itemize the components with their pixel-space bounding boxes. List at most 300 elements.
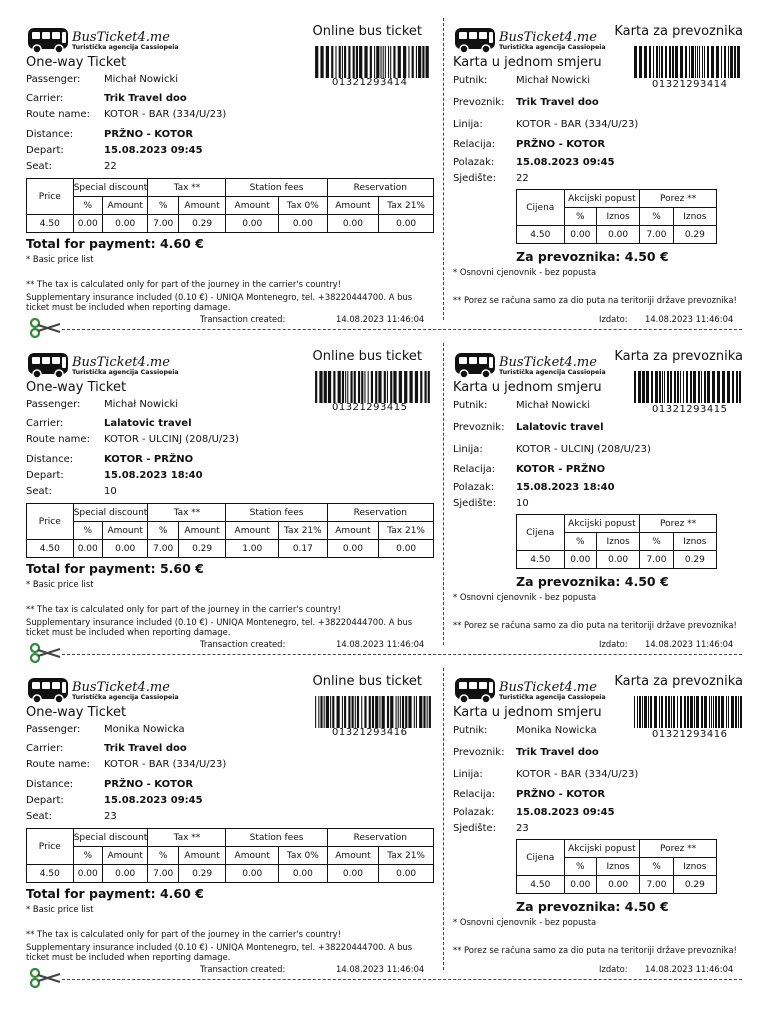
- barcode-icon: [633, 696, 743, 728]
- barcode-bar: [424, 371, 426, 403]
- carrier-label: Prevoznik:: [453, 422, 505, 433]
- total-payment: [26, 886, 204, 901]
- ticket-kind: Online bus ticket: [312, 24, 422, 39]
- barcode-bar: [387, 371, 388, 403]
- carrier-label: Carrier:: [26, 93, 64, 104]
- depart-label: Polazak:: [453, 157, 495, 168]
- barcode-bar: [420, 371, 422, 403]
- tax-amount-cell: 0.29: [673, 876, 716, 894]
- ticket-type: One-way Ticket: [26, 55, 127, 70]
- carrier-total-label: Za prevoznika:: [516, 899, 621, 914]
- barcode-bar: [427, 696, 428, 728]
- barcode-bar: [732, 371, 734, 403]
- transaction-created-value: 14.08.2023 11:46:04: [336, 639, 425, 649]
- barcode-bar: [319, 371, 322, 403]
- distance-label: Distance:: [26, 129, 74, 140]
- barcode-bar: [722, 371, 725, 403]
- barcode-bar: [696, 696, 699, 728]
- discount-pct-cell: 0.00: [564, 226, 596, 244]
- barcode-bar: [687, 696, 689, 728]
- route-value: KOTOR - BAR (334/U/23): [516, 119, 639, 130]
- barcode-bar: [344, 696, 346, 728]
- barcode-bar: [357, 696, 359, 728]
- barcode-bar: [375, 696, 378, 728]
- barcode-number: 01321293414: [652, 79, 728, 90]
- barcode-bar: [404, 371, 407, 403]
- barcode-bar: [381, 46, 382, 78]
- barcode-bar: [707, 46, 709, 78]
- total-label: Total for payment:: [26, 886, 156, 901]
- tax-header: Tax **: [148, 504, 226, 522]
- barcode-bar: [422, 46, 424, 78]
- barcode-bar: [721, 46, 722, 78]
- tax-note: ** The tax is calculated only for part of the journey in the carrier's country!: [26, 929, 341, 939]
- barcode-bar: [727, 371, 730, 403]
- barcode-bar: [698, 371, 700, 403]
- depart-value: 15.08.2023 18:40: [104, 470, 203, 481]
- barcode-bar: [412, 46, 414, 78]
- seat-value: 22: [104, 161, 117, 172]
- barcode-bar: [370, 46, 372, 78]
- barcode-bar: [671, 696, 672, 728]
- barcode-bar: [704, 371, 706, 403]
- reservation-tax-header: Tax 21%: [379, 197, 434, 215]
- barcode-bar: [358, 371, 360, 403]
- reservation-tax-header: Tax 21%: [379, 522, 434, 540]
- reservation-amount-header: Amount: [327, 522, 379, 540]
- barcode-bar: [375, 371, 377, 403]
- relation-label: Relacija:: [453, 139, 496, 150]
- reservation-tax-header: Tax 21%: [379, 847, 434, 865]
- discount-pct-cell: 0.00: [564, 876, 596, 894]
- barcode-bar: [376, 46, 379, 78]
- route-value: KOTOR - ULCINJ (208/U/23): [516, 444, 651, 455]
- barcode-bar: [416, 696, 417, 728]
- barcode-bar: [686, 371, 688, 403]
- discount-amount-header: Amount: [102, 522, 148, 540]
- barcode-bar: [650, 696, 652, 728]
- ticket-kind: Karta za prevoznika: [614, 349, 743, 364]
- special-discount-header: Special discount: [73, 829, 148, 847]
- barcode-bar: [348, 696, 350, 728]
- bus-logo-icon: [453, 26, 497, 54]
- barcode-bar: [668, 696, 670, 728]
- barcode-bar: [740, 696, 742, 728]
- barcode-bar: [724, 46, 726, 78]
- station-tax-cell: 0.00: [279, 865, 328, 883]
- insurance-note: Supplementary insurance included (0.10 €) - UNIQA Montenegro, tel. +38220444700. A bus ticket must be included when reporting damage.: [26, 292, 413, 312]
- barcode-bar: [736, 371, 738, 403]
- route-value: KOTOR - BAR (334/U/23): [516, 769, 639, 780]
- ticket-type: One-way Ticket: [26, 705, 127, 720]
- barcode-bar: [364, 46, 367, 78]
- tax-amount-cell: 0.29: [178, 865, 226, 883]
- tax-pct-cell: 7.00: [148, 540, 178, 558]
- brand-logo: [26, 351, 186, 381]
- tax-amount-cell: 0.29: [178, 215, 226, 233]
- barcode-bar: [701, 371, 702, 403]
- barcode-bar: [405, 696, 407, 728]
- discount-pct-cell: 0.00: [73, 215, 102, 233]
- barcode-bar: [735, 696, 737, 728]
- station-fees-header: Station fees: [226, 504, 327, 522]
- barcode-bar: [677, 696, 678, 728]
- tax-pct-cell: 7.00: [640, 226, 674, 244]
- tax-amount-cell: 0.29: [673, 226, 716, 244]
- brand-subtitle: Turistička agencija Cassiopeia: [499, 694, 606, 701]
- barcode-bar: [364, 696, 366, 728]
- price-header: Cijena: [517, 190, 565, 226]
- tax-amount-header: Amount: [178, 197, 226, 215]
- barcode-bar: [674, 371, 676, 403]
- tax-amount-header: Iznos: [673, 858, 716, 876]
- discount-amount-header: Iznos: [596, 858, 639, 876]
- seat-value: 10: [516, 498, 529, 509]
- barcode-bar: [717, 371, 720, 403]
- total-payment: [26, 236, 204, 251]
- brand-subtitle: Turistička agencija Cassiopeia: [72, 694, 179, 701]
- barcode-bar: [651, 371, 653, 403]
- barcode-bar: [661, 696, 663, 728]
- vertical-cut-line: [443, 18, 444, 320]
- barcode-bar: [371, 371, 373, 403]
- tax-pct-header: %: [640, 533, 674, 551]
- route-label: Route name:: [26, 759, 90, 770]
- barcode-bar: [730, 46, 733, 78]
- barcode-bar: [320, 46, 323, 78]
- barcode-bar: [315, 46, 318, 78]
- barcode-bar: [415, 371, 418, 403]
- price-table: [26, 503, 434, 558]
- tax-header: Porez **: [640, 190, 717, 208]
- seat-label: Seat:: [26, 161, 52, 172]
- basic-price-note: * Basic price list: [26, 904, 94, 914]
- barcode-bar: [702, 46, 703, 78]
- barcode-bar: [634, 371, 636, 403]
- passenger-label: Putnik:: [453, 400, 488, 411]
- barcode-bar: [662, 371, 663, 403]
- issued-label: Izdato:: [599, 639, 628, 649]
- tax-header: Tax **: [148, 829, 226, 847]
- station-amount-cell: 0.00: [226, 215, 279, 233]
- barcode-bar: [414, 696, 415, 728]
- barcode-bar: [390, 371, 392, 403]
- tax-header: Porez **: [640, 515, 717, 533]
- barcode-bar: [639, 46, 642, 78]
- depart-value: 15.08.2023 09:45: [104, 145, 203, 156]
- barcode-bar: [342, 371, 344, 403]
- barcode-icon: [314, 371, 432, 403]
- distance-value: PRŽNO - KOTOR: [104, 779, 194, 790]
- special-discount-header: Special discount: [73, 504, 148, 522]
- barcode-bar: [331, 46, 333, 78]
- barcode-bar: [409, 371, 412, 403]
- discount-amount-header: Iznos: [596, 208, 639, 226]
- passenger-label: Putnik:: [453, 725, 488, 736]
- ticket-section: [0, 0, 768, 325]
- station-amount-header: Amount: [226, 197, 279, 215]
- barcode-bar: [390, 696, 393, 728]
- carrier-label: Carrier:: [26, 418, 64, 429]
- reservation-amount-header: Amount: [327, 197, 379, 215]
- barcode-bar: [418, 46, 421, 78]
- barcode-bar: [704, 696, 707, 728]
- passenger-value: Michał Nowicki: [516, 400, 591, 411]
- total-label: Total for payment:: [26, 236, 156, 251]
- ticket-kind: Online bus ticket: [312, 674, 422, 689]
- barcode-bar: [716, 46, 719, 78]
- barcode-bar: [352, 696, 354, 728]
- barcode-bar: [339, 46, 341, 78]
- issued-value: 14.08.2023 11:46:04: [645, 314, 734, 324]
- barcode-bar: [677, 371, 679, 403]
- basic-price-note: * Basic price list: [26, 254, 94, 264]
- carrier-ticket: [453, 325, 743, 650]
- brand-subtitle: Turistička agencija Cassiopeia: [72, 44, 179, 51]
- barcode-icon: [314, 46, 432, 78]
- carrier-total-value: 4.50 €: [624, 574, 669, 589]
- barcode-bar: [701, 696, 703, 728]
- price-table: [516, 189, 717, 244]
- barcode-bar: [383, 46, 384, 78]
- barcode-bar: [712, 371, 715, 403]
- barcode-bar: [350, 371, 352, 403]
- tax-pct-header: %: [148, 522, 178, 540]
- barcode-bar: [731, 696, 734, 728]
- passenger-label: Passenger:: [26, 724, 81, 735]
- barcode-bar: [328, 371, 331, 403]
- barcode-bar: [364, 371, 365, 403]
- route-value: KOTOR - BAR (334/U/23): [104, 759, 227, 770]
- carrier-total-label: Za prevoznika:: [516, 574, 621, 589]
- barcode-bar: [315, 371, 317, 403]
- route-value: KOTOR - BAR (334/U/23): [104, 109, 227, 120]
- passenger-label: Passenger:: [26, 399, 81, 410]
- barcode-bar: [387, 696, 389, 728]
- tax-amount-cell: 0.29: [673, 551, 716, 569]
- price-cell: 4.50: [517, 551, 565, 569]
- discount-amount-cell: 0.00: [102, 540, 148, 558]
- ticket-kind: Online bus ticket: [312, 349, 422, 364]
- depart-value: 15.08.2023 09:45: [516, 157, 615, 168]
- horizontal-cut-line: [62, 979, 742, 980]
- carrier-value: Trik Travel doo: [104, 743, 187, 754]
- ticket-type: Karta u jednom smjeru: [453, 705, 602, 720]
- barcode-bar: [684, 696, 686, 728]
- barcode-bar: [393, 46, 395, 78]
- barcode-bar: [738, 696, 739, 728]
- special-discount-header: Akcijski popust: [564, 515, 640, 533]
- seat-label: Sjedište:: [453, 173, 497, 184]
- brand-name: BusTicket4.me: [72, 355, 170, 370]
- barcode-bar: [683, 371, 684, 403]
- total-value: 4.60 €: [159, 886, 204, 901]
- reservation-header: Reservation: [327, 504, 433, 522]
- barcode-bar: [644, 46, 647, 78]
- barcode-bar: [338, 371, 341, 403]
- barcode-bar: [355, 696, 356, 728]
- price-table: [26, 828, 434, 883]
- station-amount-header: Amount: [226, 847, 279, 865]
- carrier-total: [516, 249, 669, 264]
- seat-label: Seat:: [26, 486, 52, 497]
- carrier-value: Trik Travel doo: [516, 97, 599, 108]
- discount-amount-cell: 0.00: [596, 551, 639, 569]
- tax-note: ** Porez se računa samo za dio puta na teritoriji države prevoznika!: [453, 620, 737, 630]
- discount-pct-cell: 0.00: [73, 540, 102, 558]
- seat-label: Sjedište:: [453, 498, 497, 509]
- brand-name: BusTicket4.me: [499, 680, 597, 695]
- ticket-kind: Karta za prevoznika: [614, 24, 743, 39]
- barcode-bar: [344, 46, 346, 78]
- barcode-bar: [642, 696, 643, 728]
- depart-value: 15.08.2023 09:45: [516, 807, 615, 818]
- transaction-created-value: 14.08.2023 11:46:04: [336, 314, 425, 324]
- bus-logo-icon: [26, 26, 70, 54]
- seat-value: 10: [104, 486, 117, 497]
- tax-pct-header: %: [148, 847, 178, 865]
- distance-value: KOTOR - PRŽNO: [104, 454, 194, 465]
- tax-amount-header: Iznos: [673, 533, 716, 551]
- seat-value: 22: [516, 173, 529, 184]
- barcode-bar: [704, 46, 705, 78]
- station-fees-header: Station fees: [226, 829, 327, 847]
- ticket-kind: Karta za prevoznika: [614, 674, 743, 689]
- carrier-ticket: [453, 650, 743, 975]
- brand-subtitle: Turistička agencija Cassiopeia: [72, 369, 179, 376]
- barcode-bar: [398, 46, 401, 78]
- brand-logo: [26, 676, 186, 706]
- barcode-bar: [393, 371, 396, 403]
- barcode-bar: [634, 696, 635, 728]
- station-tax-header: Tax 21%: [279, 522, 328, 540]
- brand-name: BusTicket4.me: [499, 355, 597, 370]
- barcode-bar: [691, 46, 694, 78]
- barcode-bar: [711, 696, 712, 728]
- barcode-bar: [653, 46, 654, 78]
- price-cell: 4.50: [517, 876, 565, 894]
- barcode-bar: [737, 46, 740, 78]
- barcode-bar: [333, 371, 335, 403]
- carrier-total: [516, 899, 669, 914]
- barcode-bar: [661, 46, 663, 78]
- barcode-bar: [361, 696, 362, 728]
- station-fees-header: Station fees: [226, 179, 327, 197]
- barcode-icon: [633, 371, 743, 403]
- tax-pct-header: %: [640, 208, 674, 226]
- tax-pct-cell: 7.00: [640, 876, 674, 894]
- discount-pct-header: %: [73, 522, 102, 540]
- price-cell: 4.50: [517, 226, 565, 244]
- depart-value: 15.08.2023 18:40: [516, 482, 615, 493]
- special-discount-header: Akcijski popust: [564, 190, 640, 208]
- barcode-bar: [390, 46, 391, 78]
- carrier-value: Trik Travel doo: [104, 93, 187, 104]
- depart-label: Polazak:: [453, 482, 495, 493]
- price-table: [516, 514, 717, 569]
- barcode-bar: [739, 371, 741, 403]
- discount-amount-cell: 0.00: [596, 876, 639, 894]
- seat-label: Seat:: [26, 811, 52, 822]
- discount-pct-header: %: [73, 197, 102, 215]
- barcode-bar: [680, 696, 682, 728]
- price-header: Price: [27, 829, 74, 865]
- barcode-bar: [337, 696, 340, 728]
- barcode-bar: [326, 46, 329, 78]
- barcode-bar: [734, 46, 736, 78]
- passenger-value: Michał Nowicki: [104, 74, 179, 85]
- barcode-bar: [693, 371, 696, 403]
- depart-label: Depart:: [26, 470, 64, 481]
- discount-amount-header: Amount: [102, 847, 148, 865]
- vertical-cut-line: [443, 343, 444, 645]
- barcode-bar: [685, 46, 687, 78]
- barcode-bar: [707, 371, 710, 403]
- barcode-bar: [689, 46, 690, 78]
- route-label: Linija:: [453, 769, 483, 780]
- bus-logo-icon: [26, 676, 70, 704]
- issued-label: Izdato:: [599, 314, 628, 324]
- ticket-type: Karta u jednom smjeru: [453, 55, 602, 70]
- vertical-cut-line: [443, 668, 444, 970]
- brand-subtitle: Turistička agencija Cassiopeia: [499, 44, 606, 51]
- bus-logo-icon: [453, 676, 497, 704]
- barcode-icon: [314, 696, 432, 728]
- scissors-icon: [28, 968, 62, 988]
- barcode-bar: [718, 696, 720, 728]
- tax-pct-cell: 7.00: [148, 215, 178, 233]
- barcode-bar: [356, 46, 358, 78]
- distance-label: Distance:: [26, 454, 74, 465]
- reservation-amount-cell: 0.00: [327, 540, 379, 558]
- barcode-bar: [634, 46, 637, 78]
- price-header: Cijena: [517, 840, 565, 876]
- tax-pct-cell: 7.00: [640, 551, 674, 569]
- barcode-bar: [382, 696, 385, 728]
- barcode-bar: [423, 696, 425, 728]
- barcode-bar: [408, 46, 409, 78]
- brand-subtitle: Turistička agencija Cassiopeia: [499, 369, 606, 376]
- barcode-bar: [408, 696, 411, 728]
- tax-pct-header: %: [640, 858, 674, 876]
- basic-price-note: * Osnovni cjenovnik - bez popusta: [453, 592, 597, 602]
- brand-name: BusTicket4.me: [72, 30, 170, 45]
- price-table: [516, 839, 717, 894]
- passenger-ticket: [26, 0, 434, 325]
- discount-amount-cell: 0.00: [102, 865, 148, 883]
- barcode-bar: [639, 696, 641, 728]
- barcode-bar: [378, 371, 381, 403]
- carrier-total-value: 4.50 €: [624, 249, 669, 264]
- barcode-bar: [348, 46, 350, 78]
- reservation-amount-header: Amount: [327, 847, 379, 865]
- barcode-bar: [642, 371, 645, 403]
- discount-amount-header: Iznos: [596, 533, 639, 551]
- barcode-bar: [665, 696, 667, 728]
- seat-value: 23: [516, 823, 529, 834]
- carrier-total: [516, 574, 669, 589]
- barcode-bar: [318, 696, 319, 728]
- barcode-bar: [665, 46, 667, 78]
- discount-amount-cell: 0.00: [102, 215, 148, 233]
- barcode-bar: [369, 696, 371, 728]
- barcode-bar: [680, 46, 683, 78]
- carrier-total-value: 4.50 €: [624, 899, 669, 914]
- total-value: 4.60 €: [159, 236, 204, 251]
- ticket-section: [0, 650, 768, 975]
- barcode-bar: [654, 696, 657, 728]
- barcode-number: 01321293415: [332, 402, 408, 413]
